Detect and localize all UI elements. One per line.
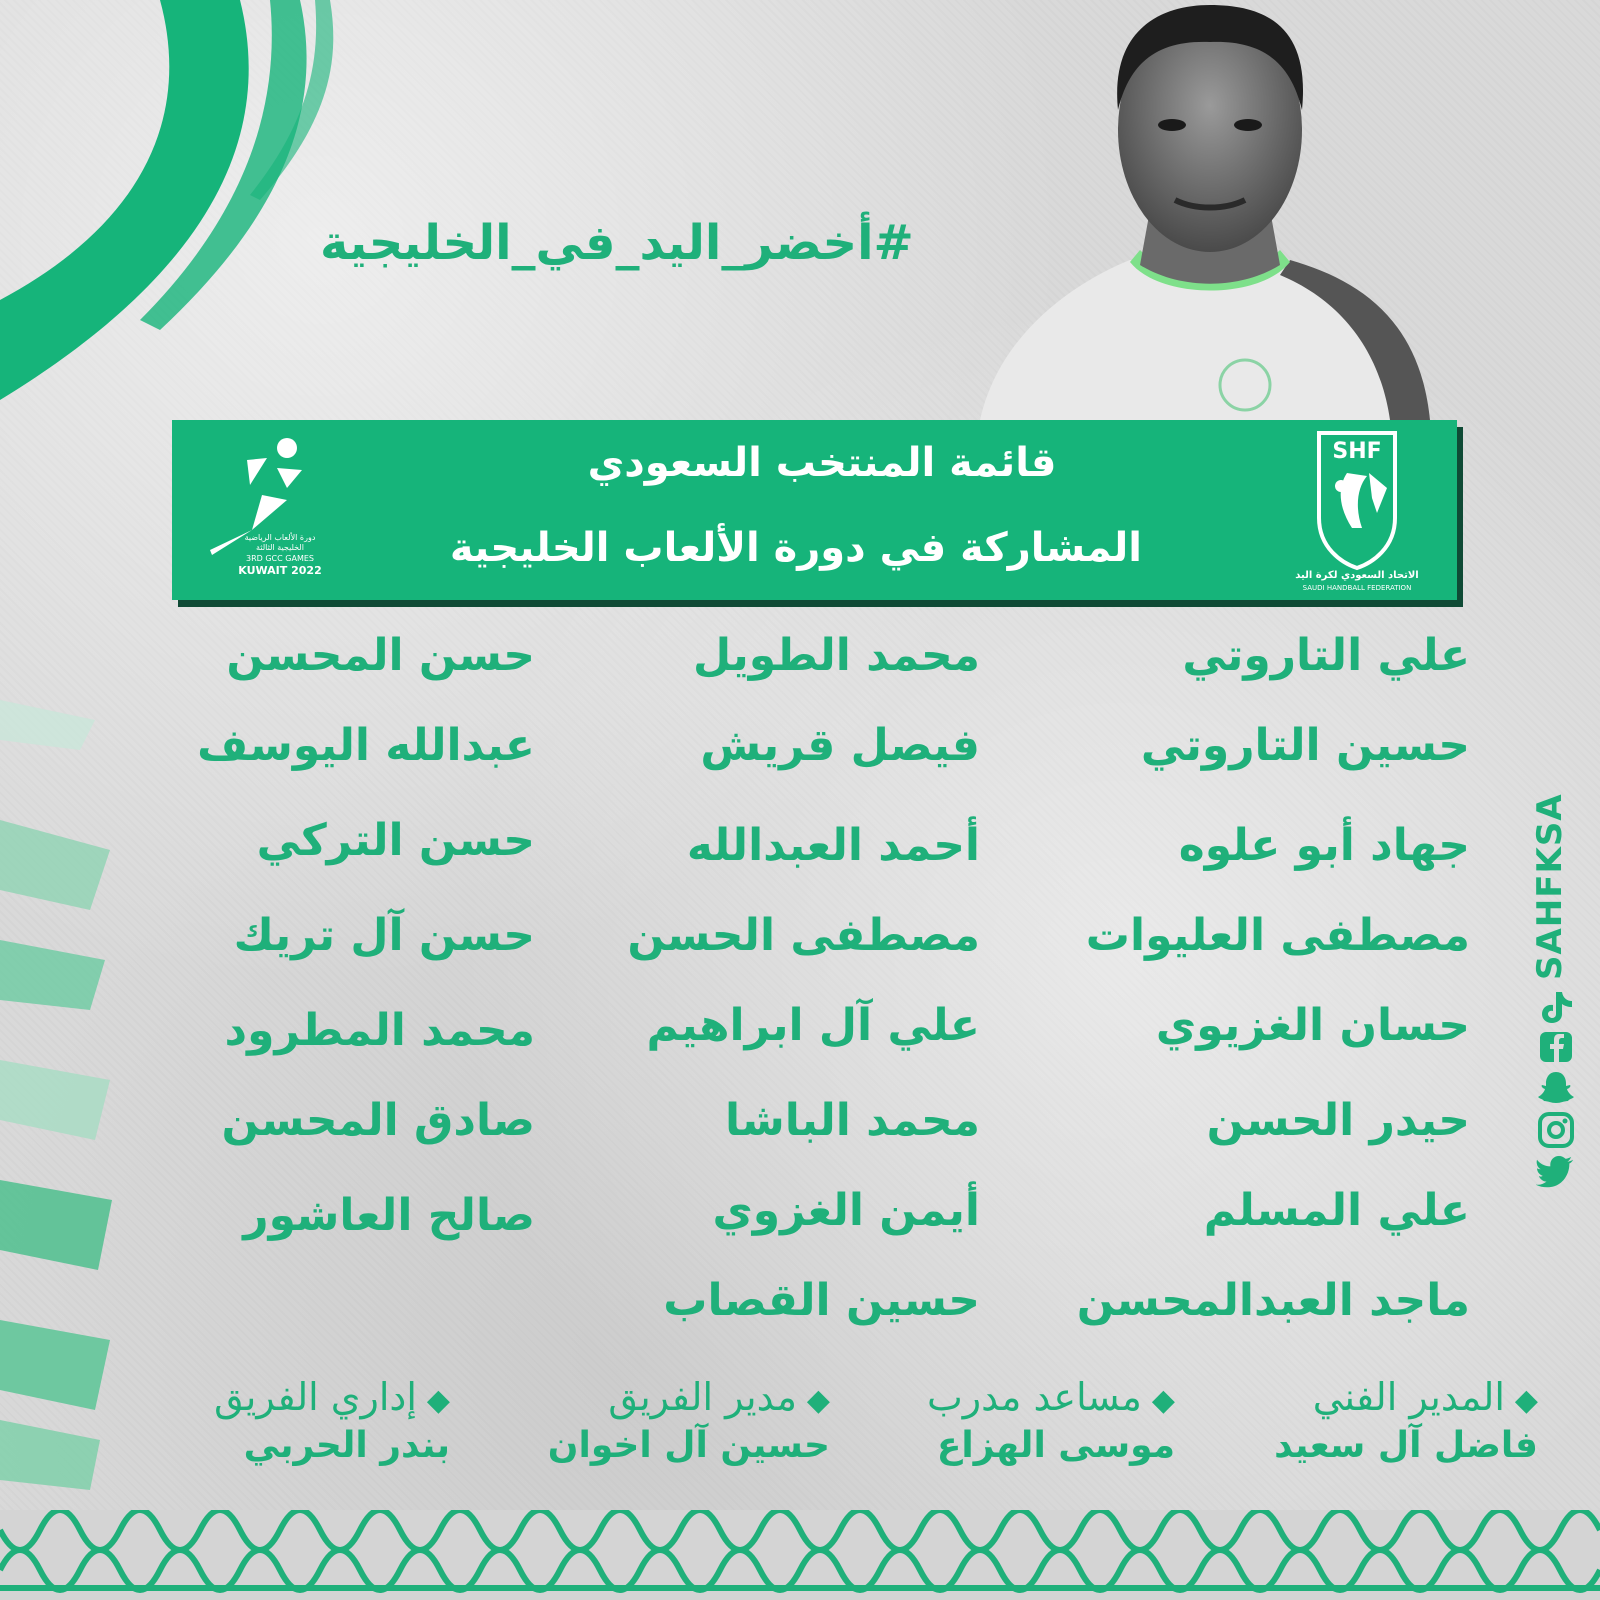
brush-strokes-decoration (0, 680, 130, 1500)
shf-logo (1277, 428, 1437, 593)
gcc-logo-line3: 3RD GCC GAMES (246, 554, 314, 563)
player-name: ماجد العبدالمحسن (1076, 1275, 1470, 1326)
gcc-logo-line4: KUWAIT 2022 (238, 564, 322, 577)
coach-portrait (960, 0, 1460, 420)
staff-role: مدير الفريق (608, 1375, 797, 1419)
player-name: حسين التاروتي (1140, 720, 1470, 771)
player-name: محمد الطويل (692, 630, 980, 681)
banner-subtitle: المشاركة في دورة الألعاب الخليجية (449, 525, 1142, 571)
diamond-icon: ◆ (1151, 1383, 1175, 1418)
footer-pattern-band (0, 1510, 1600, 1600)
staff-role: إداري الفريق (214, 1375, 417, 1419)
diamond-icon: ◆ (806, 1383, 830, 1418)
player-name: صالح العاشور (243, 1190, 535, 1241)
player-name: جهاد أبو علوه (1178, 820, 1470, 871)
staff-role: المدير الفني (1312, 1375, 1505, 1419)
banner-title: قائمة المنتخب السعودي (587, 440, 1057, 486)
shf-logo-text: SHF (1332, 439, 1382, 464)
player-name: مصطفى العليوات (1085, 910, 1470, 961)
tiktok-icon[interactable] (1536, 990, 1576, 1024)
player-name: عبدالله اليوسف (197, 720, 535, 771)
player-name: مصطفى الحسن (627, 910, 980, 961)
gcc-logo-line1: دورة الألعاب الرياضية (244, 533, 316, 542)
staff-name: حسين آل اخوان (547, 1425, 830, 1466)
staff-name: بندر الحربي (243, 1425, 450, 1466)
staff-team-administrator (214, 1375, 450, 1466)
brush-arc-decoration (0, 0, 360, 430)
player-name: فيصل قريش (700, 720, 980, 771)
player-name: علي المسلم (1203, 1185, 1470, 1236)
twitter-icon[interactable] (1536, 1155, 1576, 1189)
player-name: حسان الغزيوي (1155, 1000, 1470, 1051)
player-name: علي التاروتي (1182, 630, 1470, 681)
shf-logo-english: SAUDI HANDBALL FEDERATION (1302, 584, 1412, 592)
shf-logo-arabic: الاتحاد السعودي لكرة اليد (1295, 570, 1419, 581)
player-name: حسن التركي (256, 815, 535, 866)
player-name: حسين القصاب (663, 1275, 980, 1326)
diamond-icon: ◆ (1514, 1383, 1538, 1418)
hashtag-title: #أخضر_اليد_في_الخليجية (320, 215, 914, 271)
player-name: أيمن الغزوي (712, 1185, 980, 1236)
player-name: محمد الباشا (724, 1095, 980, 1146)
staff-team-manager (548, 1375, 830, 1466)
player-name: أحمد العبدالله (686, 820, 980, 871)
player-name: حيدر الحسن (1206, 1095, 1470, 1146)
instagram-icon[interactable] (1536, 1112, 1576, 1148)
player-name: علي آل ابراهيم (646, 1000, 980, 1051)
staff-head-coach (1274, 1375, 1538, 1466)
gcc-logo-line2: الخليجية الثالثة (256, 543, 304, 552)
player-name: صادق المحسن (221, 1095, 535, 1146)
staff-role: مساعد مدرب (926, 1375, 1142, 1419)
snapchat-icon[interactable] (1536, 1070, 1576, 1104)
player-name: حسن المحسن (226, 630, 535, 681)
gcc-games-logo (192, 430, 322, 580)
staff-name: فاضل آل سعيد (1274, 1425, 1538, 1466)
facebook-icon[interactable] (1536, 1030, 1576, 1064)
social-handle: SAHFKSA (1530, 793, 1570, 980)
diamond-icon: ◆ (426, 1383, 450, 1418)
staff-name: موسى الهزاع (936, 1425, 1175, 1466)
player-name: محمد المطرود (224, 1005, 535, 1056)
staff-assistant-coach (927, 1375, 1175, 1466)
title-banner (172, 420, 1457, 600)
player-name: حسن آل تريك (233, 910, 535, 961)
